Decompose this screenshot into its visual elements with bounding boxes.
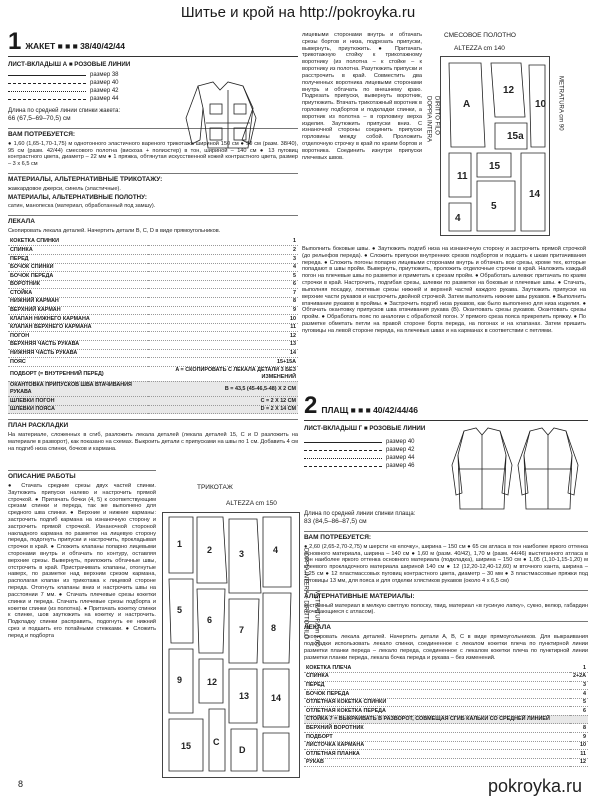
- part-name: ПЕРЕД: [8, 255, 148, 264]
- schema-bottom-drawing: [163, 513, 301, 779]
- coat-length-note: Длина по средней линии спинки плаща:: [304, 510, 416, 517]
- table-row: [8, 263, 298, 272]
- part-name: НИЖНИЙ КАРМАН: [8, 297, 148, 306]
- table-row: [304, 750, 588, 759]
- jacket-length-note: Длина по средней линии спинки жакета:: [8, 107, 121, 114]
- pattern-piece-label: 4: [455, 213, 461, 224]
- jacket-need-text: ● 1,60 (1,65-1,70-1,75) м однотонного эластичного вареного трикотажа шириной 150 см ● 90 см (разм. 38/40), 95 см (разм. 42/44) смесового полотна (вискоза + полиэстер) в тон, шириной – 140 см ● 13 пуговиц контрастного цвета, диаметр – 22 мм ● 1 пряжка, обтянутая искусственной кожей контрастного цвета, размер – 3 х 6,5 см: [8, 140, 298, 168]
- part-number: 1: [148, 238, 298, 246]
- table-row: [304, 724, 588, 733]
- part-name: КОКЕТКА ПЛЕЧА: [304, 664, 570, 672]
- part-name: ОКАНТОВКА ПРИПУСКОВ ШВА ВТАЧИВАНИЯ РУКАВА: [8, 381, 148, 396]
- coat-parts-table: [304, 664, 588, 767]
- size-row: размер 44: [304, 455, 434, 463]
- part-name: СПИНКА: [8, 246, 148, 255]
- part-number: 13: [148, 340, 298, 349]
- pattern-piece-label: 15: [489, 161, 501, 172]
- part-name: ОТЛЕТНАЯ ПЛАНКА: [304, 750, 570, 759]
- jacket-work-column: [8, 470, 156, 780]
- pattern-piece-label: 2: [207, 545, 213, 555]
- jacket-parts-table: [8, 238, 298, 414]
- middle-text-column: [302, 30, 422, 242]
- table-row: [8, 289, 298, 298]
- table-row: [8, 381, 298, 396]
- part-number: 8: [148, 297, 298, 306]
- part-name: ШЛЕВКИ ПОГОН: [8, 397, 148, 406]
- table-row: [8, 358, 298, 367]
- schema-top-drawing: [441, 57, 551, 237]
- table-row: [8, 272, 298, 281]
- pattern-piece-label: 8: [271, 623, 277, 633]
- part-name: ПОДБОРТ (= ВНУТРЕННИЙ ПЕРЕД): [8, 366, 148, 381]
- table-row: [304, 664, 588, 672]
- schema-top-meter: METRATURA cm 90: [557, 76, 564, 131]
- coat-need-heading: ВАМ ПОТРЕБУЕТСЯ:: [304, 531, 588, 542]
- schema-bottom-label: ТРИКОТАЖ: [197, 484, 233, 491]
- schema-top-side-b: DIRITTO FILO: [433, 96, 440, 135]
- part-number: 5: [570, 698, 588, 707]
- part-number: 7: [148, 289, 298, 298]
- table-row: [304, 741, 588, 750]
- part-name: СПИНКА: [304, 672, 570, 681]
- table-row: [8, 315, 298, 324]
- schema-bottom-width: ALTEZZA cm 150: [226, 500, 277, 507]
- part-number: D = 2 X 14 СМ: [148, 405, 298, 414]
- part-name: КЛАПАН НИЖНЕГО КАРМАНА: [8, 315, 148, 324]
- jacket-alt-heading: МАТЕРИАЛЫ, АЛЬТЕРНАТИВНЫЕ ТРИКОТАЖУ:: [8, 173, 298, 184]
- coat-size-block: [304, 439, 588, 511]
- part-number: A = СКОПИРОВАТЬ С ЛЕКАЛА ДЕТАЛИ 3 БЕЗ ИЗМЕНЕНИЙ: [148, 366, 298, 381]
- part-name: ПОЯС: [8, 358, 148, 367]
- pattern-piece-label: A: [463, 99, 471, 110]
- part-name: ПОГОН: [8, 332, 148, 341]
- table-row: [8, 238, 298, 246]
- part-name: КОКЕТКА СПИНКИ: [8, 238, 148, 246]
- part-number: 3: [148, 255, 298, 264]
- jacket-work-heading: ОПИСАНИЕ РАБОТЫ: [8, 470, 156, 481]
- pattern-piece-label: 3: [239, 549, 245, 559]
- jacket-lekala-heading: ЛЕКАЛА: [8, 215, 298, 226]
- schema-bottom-side: DOPPIA INTERA – DIRITTO FILO: [302, 548, 309, 640]
- part-name: ПЕРЕД: [304, 681, 570, 690]
- part-name: ШЛЕВКИ ПОЯСА: [8, 405, 148, 414]
- schema-top-width: ALTEZZA cm 140: [454, 45, 505, 52]
- pattern-piece-label: 6: [207, 615, 213, 625]
- pattern-piece-label: 5: [491, 201, 497, 212]
- table-row: [8, 340, 298, 349]
- table-row: [304, 698, 588, 707]
- table-row: [304, 690, 588, 699]
- pattern-piece-label: 12: [503, 85, 515, 96]
- part-number: 10: [148, 315, 298, 324]
- coat-lekala-text: Скопировать лекала деталей. Начертить детали A, B, C в виде прямоугольников. Для выкраивания подкладки использовать лекало спинки, соединенное с лекалом кокетки плеча по пунктирной линии разметки планки переда – лекало переда, соединенное с лекалом кокетки плеча по пунктирной линии разметки планки переда, лекала бочка переда и рукава – без изменений.: [304, 634, 588, 661]
- part-number: 10: [570, 741, 588, 750]
- jacket-column: [8, 30, 298, 468]
- pattern-piece-label: 15a: [507, 131, 524, 142]
- part-number: 9: [148, 306, 298, 315]
- table-row: [8, 332, 298, 341]
- part-name: ВОРОТНИК: [8, 280, 148, 289]
- table-row: [8, 246, 298, 255]
- jacket-sheet: ЛИСТ-ВКЛАДЫШ А ■ РОЗОВЫЕ ЛИНИИ: [8, 61, 131, 68]
- jacket-length-value: 66 (67,5–69–70,5) см: [8, 114, 71, 122]
- part-number: 11: [148, 323, 298, 332]
- jacket-lekala-text: Скопировать лекала деталей. Начертить детали B, C, D в виде прямоугольников.: [8, 228, 221, 234]
- jacket-plan-heading: ПЛАН РАСКЛАДКИ: [8, 419, 298, 430]
- pattern-piece-label: 5: [177, 605, 183, 615]
- part-name: СТОЙКА: [8, 289, 148, 298]
- pattern-piece-label: 11: [457, 171, 468, 182]
- site-header: Шитье и крой на http://pokroyka.ru: [180, 4, 416, 21]
- table-row: [304, 707, 588, 716]
- coat-length-value: 83 (84,5–86–87,5) см: [304, 517, 367, 525]
- pattern-piece-label: D: [239, 745, 246, 755]
- table-row: [8, 366, 298, 381]
- size-row: размер 46: [304, 463, 434, 471]
- part-number: 4: [570, 690, 588, 699]
- part-name: ВЕРХНЯЯ ЧАСТЬ РУКАВА: [8, 340, 148, 349]
- coat-need-text: ● 2,60 (2,65-2,70-2,75) м шерсти «в елочку», ширина – 150 см ● 65 см атласа в тон наиболее яркого оттенка основного материала, ширина – 140 см ● 1,60 м (разм. 40/42), 1,70 м (разм. 44/46) выстеганного атласа в тон наиболее яркого оттенка основного материала (подкладка), ширина – 150 см ● 1,05 (1,10-1,15-1,20) м клеевого прокладочного материала шириной 140 см ● 12 (12,20-12,40-12,60) м вточного канта, ширина – 1,25 см ● 12 пластмассовых пуговиц контрастного цвета, диаметр – 30 мм ● 3 пластмассовые пряжки под пуговицы 13 мм, для пояса и для отделки хлястиков рукавов (около 4 х 6,5 см): [304, 543, 588, 584]
- coat-alt-heading: АЛЬТЕРНАТИВНЫЕ МАТЕРИАЛЫ:: [304, 590, 588, 601]
- site-footer: pokroyka.ru: [487, 776, 582, 797]
- part-name: ВЕРХНИЙ КАРМАН: [8, 306, 148, 315]
- part-number: C = 2 X 12 СМ: [148, 397, 298, 406]
- table-row: [304, 758, 588, 767]
- coat-title: ПЛАЩ ■ ■ ■ 40/42/44/46: [321, 404, 418, 415]
- coat-title-bar: [304, 394, 588, 421]
- part-number: B = 43,5 (45-46,5-48) X 2 СМ: [148, 381, 298, 396]
- pattern-piece-label: 12: [207, 677, 218, 687]
- right-text: Выполнить боковые швы. ● Заутюжить подгиб низа на изнаночную сторону и застрочить прямой строчкой (до рельефов переда). ● Сложить припуски внутренних срезов подбортов и подшить к шкам притачивания переда. ● Сложить погоны попарно лицевыми сторонами внутрь и обтачать все срезы, кроме тех, которые попадают в швы пройм. Вывернуть, приутюжить, проложить отделочные строчки в край. Наложить каждый погон на плечевые швы по разметке и приметать к срезам пройм. ● Обработать шлевки: притачать по краям строчки в край. Настрочить, подгибая срезы, шлевки по разметке на боковые и плечевые швы. ● Стачать, выполняя посадку, локтевые срезы нижней и верхней частей каждого рукава. Заутюжить припуски на верхние части рукавов и настрочить двойной строчкой. Затем выполнить нижние швы рукавов. ● Выполнить втачивание рукавов в проймы. ● Застрочить подгиб низа рукавов, как было выполнено для низа изделия. ● Обтачать окантовку припусков шва втачивания рукава (B). Окантовать срезы рукавов. Окантовать срезы пройм. ● Обработать пояс по аналогии с обработкой погон. У прямого среза пояса прикрепить пряжку. ● По разметке обметать петли на правой стороне борта переда, на погонах и на клапанах. Затем пришить пуговицы на левой стороне переда, на плечевых швах и на карманах в соответствии с петлями.: [302, 246, 586, 334]
- pattern-piece-label: 14: [529, 189, 541, 200]
- part-name: БОЧОК ПЕРЕДА: [8, 272, 148, 281]
- size-row: размер 40: [8, 80, 148, 88]
- part-name: ПОДБОРТ: [304, 733, 570, 742]
- coat-sketch: [444, 425, 584, 511]
- coat-alt-text: костюмный материал в мелкую светлую полоску, твид, материал «в гусиную лапку», сукно, велюр, габардин (сочетающиеся с атласом).: [304, 602, 588, 616]
- schema-bottom: [162, 512, 300, 778]
- table-row: [304, 681, 588, 690]
- part-name: БОЧОК СПИНКИ: [8, 263, 148, 272]
- table-row: [304, 672, 588, 681]
- jacket-need-heading: ВАМ ПОТРЕБУЕТСЯ:: [8, 128, 298, 139]
- schema-top-side-a: DOPPIA INTERA: [425, 96, 432, 143]
- pattern-piece-label: C: [213, 737, 220, 747]
- jacket-sketch: [168, 78, 288, 156]
- middle-text: лицевыми сторонами внутрь и обтачать срезы бортов и низа, подрезать припуски, вывернуть, приутюжить. ● Притачать трикотажную стойку к трикотажному воротнику (из полотна – к стойке – к воротнику из полотна. Разутюжить припуски и расстрочить в край. Совместить два полученных воротника лицевыми сторонами внутрь и обтачать по внешнему краю. Подрезать припуски, вывернуть воротник, приутюжить. Втачать трикотажный воротник в горловину подбортов и подкладки спинки, а воротник из полотна – в горловину верха изделия. Заутюжить припуски вниз. С изнаночной стороны соединить припуски горловины между собой. Проложить отделочную строчку в край по краям бортов и воротника. Соединить изнутри припуски плечевых швов.: [302, 32, 422, 161]
- pattern-piece-label: 7: [239, 625, 245, 635]
- pattern-piece-label: 14: [271, 693, 282, 703]
- part-name: ОТЛЕТНАЯ КОКЕТКА СПИНКИ: [304, 698, 570, 707]
- part-number: 6: [148, 280, 298, 289]
- table-row: [8, 405, 298, 414]
- part-number: 4: [148, 263, 298, 272]
- pattern-piece-label: 10: [535, 99, 547, 110]
- part-name: СТОЙКА 7 = ВЫКРАИВАТЬ В РАЗВОРОТ, СОВМЕЩАЯ СГИБ КАЛЬКИ СО СРЕДНЕЙ ЛИНИЕЙ: [304, 715, 570, 724]
- part-name: ЛИСТОЧКА КАРМАНА: [304, 741, 570, 750]
- table-row: [8, 280, 298, 289]
- part-number: 5: [148, 272, 298, 281]
- coat-column: [304, 394, 588, 790]
- coat-number: 2: [304, 394, 318, 419]
- jacket-work-text: ● Стачать средние срезы двух частей спинки. Заутюжить припуски налево и настрочить прямой строчкой. ● Притачать бочки (4, 5) к соответствующим срезам спинки и переда, так же выполнено для средного шва спинки. ● Верхние и нижние карманы: застрочить подгиб кармана на изнаночную сторону и застрочить прямой строчкой. Изнаночной стороной накладного кармана по разметке на лицевую сторону переда, подогнуть припуски и настрочить, прокладывая строчки в край. ● Сложить клапаны попарно лицевыми сторонами внутрь и обтачать по контуру, оставляя верхние срезы. Вывернуть, приложить обтачные швы, отстрочить в край. Пристрачивать клапаны, отогнутые наверх, по разметке над верхним срезом кармана, располагая клапан из трикотажа к лицевой стороне переда. Отогнуть клапаны вниз и настрочить швы на расстоянии 7 мм. ● Стачать плечевые срезы кокетки спинки и переда. Стачать плечевые срезы подборта и кокетки спинки (из полотна). ● Притачать кокетку спинки к спинке, шов заутюжить на кокетку и настрочить. Подкладку спинки расправить, подогнуть ее нижний срез и подшить его потайными стежками. ● Сложить перед и подборта: [8, 482, 156, 639]
- part-number: 6: [570, 707, 588, 716]
- page-number: 8: [18, 779, 24, 790]
- size-row: размер 40: [304, 439, 434, 447]
- table-row: [304, 715, 588, 724]
- part-number: 14: [148, 349, 298, 358]
- part-number: 2+2А: [570, 672, 588, 681]
- size-row: размер 42: [304, 447, 434, 455]
- part-name: ОТЛЕТНАЯ КОКЕТКА ПЕРЕДА: [304, 707, 570, 716]
- schema-top: [440, 56, 550, 236]
- right-text-block: [302, 244, 586, 390]
- coat-sheet: ЛИСТ-ВКЛАДЫШ Г ■ РОЗОВЫЕ ЛИНИИ: [304, 425, 426, 432]
- jacket-title: ЖАКЕТ ■ ■ ■ 38/40/42/44: [25, 40, 125, 51]
- part-number: 15+15А: [148, 358, 298, 367]
- part-name: ВЕРХНИЙ ВОРОТНИК: [304, 724, 570, 733]
- table-row: [8, 306, 298, 315]
- table-row: [304, 733, 588, 742]
- part-number: 12: [148, 332, 298, 341]
- table-row: [8, 397, 298, 406]
- pattern-piece-label: 9: [177, 675, 183, 685]
- jacket-alt-text: жаккардовое джерси, синель (эластичные).: [8, 185, 121, 192]
- table-row: [8, 297, 298, 306]
- table-row: [8, 323, 298, 332]
- jacket-size-block: [8, 69, 298, 104]
- size-row: размер 44: [8, 96, 148, 104]
- pattern-piece-label: 13: [239, 691, 250, 701]
- size-row: размер 42: [8, 88, 148, 96]
- size-row: размер 38: [8, 72, 148, 80]
- part-number: 12: [570, 758, 588, 767]
- pattern-piece-label: 1: [177, 539, 183, 549]
- pattern-piece-label: 15: [181, 741, 192, 751]
- part-name: БОЧОК ПЕРЕДА: [304, 690, 570, 699]
- pattern-piece-label: 4: [273, 545, 279, 555]
- jacket-alt-text-2: сатин, манопеска (материал, обработанный под замшу).: [8, 203, 156, 210]
- jacket-title-bar: [8, 30, 298, 57]
- jacket-number: 1: [8, 30, 22, 55]
- part-number: 11: [570, 750, 588, 759]
- part-number: 2: [148, 246, 298, 255]
- part-number: 9: [570, 733, 588, 742]
- part-number: 1: [570, 664, 588, 672]
- schema-top-label: СМЕСОВОЕ ПОЛОТНО: [444, 32, 516, 39]
- table-row: [8, 255, 298, 264]
- part-number: [570, 715, 588, 724]
- table-row: [8, 349, 298, 358]
- part-number: 3: [570, 681, 588, 690]
- part-name: НИЖНЯЯ ЧАСТЬ РУКАВА: [8, 349, 148, 358]
- part-name: КЛАПАН ВЕРХНЕГО КАРМАНА: [8, 323, 148, 332]
- coat-lekala-heading: ЛЕКАЛА: [304, 621, 588, 632]
- schema-bottom-meter: METRATURA m 1,60: [313, 590, 320, 647]
- part-number: 8: [570, 724, 588, 733]
- jacket-alt-heading-2: МАТЕРИАЛЫ, АЛЬТЕРНАТИВНЫЕ ПОЛОТНУ:: [8, 193, 147, 201]
- jacket-plan-text: На материале, сложенных в сгиб, разложить лекала деталей (лекала деталей 15, C и D разложить на материале в разворот), как показано на схемах. Выкроить детали с припусками на швы по 1 см. Добавить 4 см на подгиб низа спинки, бочков и кармана.: [8, 432, 298, 452]
- part-name: РУКАВ: [304, 758, 570, 767]
